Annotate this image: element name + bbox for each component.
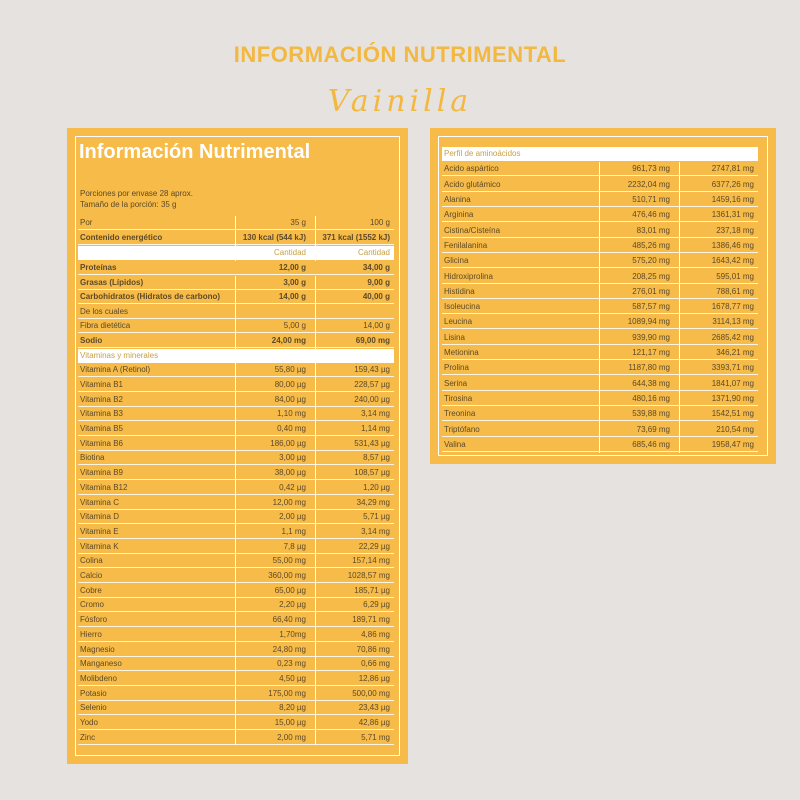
row-label: Hidroxiprolina [444, 271, 493, 281]
vitamin-row [78, 569, 394, 583]
row-label: Metionina [444, 348, 479, 357]
value-per-100g: 1386,46 mg [711, 240, 754, 250]
amino-header-row-label: Perfil de aminoácidos [444, 149, 521, 158]
amino-acid-row [442, 193, 758, 207]
row-label: Yodo [80, 718, 98, 727]
row-label: Proteínas [80, 263, 117, 272]
vitamin-row [78, 363, 394, 377]
value-per-serving: 4,50 µg [279, 673, 306, 683]
value-per-serving: 1,1 mg [281, 526, 306, 536]
row-label: Valina [444, 439, 466, 449]
row-label: Colina [80, 556, 103, 566]
vitamin-row [78, 687, 394, 701]
vitamin-row [78, 672, 394, 686]
row-label: Biotina [80, 453, 105, 463]
value-per-100g: 4,86 mg [361, 629, 390, 639]
value-per-serving: 485,26 mg [632, 240, 670, 250]
amino-acid-row [442, 331, 758, 345]
value-per-100g: 3,14 mg [361, 526, 390, 536]
value-per-100g: 23,43 µg [358, 703, 390, 713]
row-label: Arginina [444, 210, 474, 220]
value-per-100g: 1643,42 mg [711, 256, 754, 266]
vitamins-header-row [78, 349, 394, 363]
value-per-serving: 12,00 g [278, 263, 306, 272]
amino-header-row [442, 147, 758, 161]
value-per-serving: 130 kcal (544 kJ) [242, 233, 306, 242]
nutrition-table [78, 216, 394, 756]
nutrient-row [78, 305, 394, 319]
value-per-100g: 9,00 g [367, 277, 390, 287]
row-label: Magnesio [80, 644, 115, 654]
vitamin-row [78, 540, 394, 554]
value-per-serving: Cantidad [273, 248, 306, 257]
value-per-serving: 5,00 g [283, 321, 306, 331]
value-per-100g: 157,14 mg [352, 556, 390, 566]
row-label: Vitamina B6 [80, 438, 123, 448]
nutrient-row [78, 276, 394, 290]
vitamin-row [78, 701, 394, 715]
column-divider [679, 162, 680, 453]
value-per-100g: 1841,07 mg [711, 378, 754, 388]
column-divider [235, 276, 236, 745]
value-per-100g: 3,14 mg [361, 409, 390, 419]
row-label: Alanina [444, 195, 471, 204]
value-per-100g: 500,00 mg [352, 688, 390, 698]
row-label: Vitamina B5 [80, 424, 123, 433]
value-per-serving: 276,01 mg [632, 286, 670, 296]
row-label: Cromo [80, 600, 105, 610]
row-label: Vitamina B2 [80, 394, 123, 404]
row-label: Calcio [80, 571, 103, 580]
value-per-100g: 5,71 µg [363, 512, 390, 522]
row-label: Manganeso [80, 659, 122, 669]
row-label: Leucina [444, 317, 473, 327]
value-per-serving: 66,40 mg [272, 615, 306, 625]
value-per-serving: 55,80 µg [274, 365, 306, 375]
amino-acid-row [442, 407, 758, 421]
vitamin-row [78, 481, 394, 495]
value-per-100g: 346,21 mg [716, 348, 754, 357]
value-per-100g: 100 g [369, 218, 390, 227]
row-label: Potasio [80, 688, 107, 698]
value-per-serving: 80,00 µg [274, 379, 306, 389]
value-per-serving: 83,01 mg [636, 225, 670, 235]
value-per-serving: 360,00 mg [268, 571, 306, 580]
row-label: Triptófano [444, 424, 480, 434]
value-per-100g: 3114,13 mg [712, 317, 754, 327]
value-per-serving: 12,00 mg [272, 497, 306, 507]
row-label: Vitamina K [80, 541, 119, 551]
value-per-100g: 8,57 µg [363, 453, 390, 463]
amino-acid-row [442, 346, 758, 360]
flavor-title: Vainilla [327, 84, 473, 119]
row-label: Vitamina B9 [80, 468, 123, 478]
row-label: Histidina [444, 286, 475, 296]
row-label: Contenido energético [80, 233, 163, 242]
amino-acid-row [442, 239, 758, 253]
amino-acid-row [442, 285, 758, 299]
value-per-100g: 788,61 mg [716, 286, 754, 296]
value-per-100g: 34,29 mg [356, 497, 390, 507]
value-per-serving: 0,23 mg [277, 659, 306, 669]
value-per-100g: 5,71 mg [361, 732, 390, 742]
amino-acid-row [442, 377, 758, 391]
nutrient-row [78, 319, 394, 333]
value-per-100g: 371 kcal (1552 kJ) [322, 233, 390, 242]
value-per-serving: 14,00 g [278, 292, 306, 302]
amino-acid-row [442, 208, 758, 222]
value-per-100g: 595,01 mg [716, 271, 754, 281]
value-per-serving: 55,00 mg [272, 556, 306, 566]
nutrient-row [78, 290, 394, 304]
vitamin-row [78, 378, 394, 392]
row-label: De los cuales [80, 306, 129, 316]
value-per-serving: 2232,04 mg [627, 179, 670, 189]
value-per-serving: 24,00 mg [271, 336, 306, 345]
value-per-serving: 644,38 mg [632, 378, 670, 388]
column-divider [599, 162, 600, 453]
page-title: INFORMACIÓN NUTRIMENTAL [233, 42, 567, 67]
value-per-serving: 1,70mg [279, 629, 306, 639]
value-per-serving: 1187,80 mg [628, 363, 670, 373]
value-per-serving: 7,8 µg [283, 541, 306, 551]
value-per-100g: 237,18 mg [716, 225, 754, 235]
value-per-serving: 186,00 µg [270, 438, 306, 448]
amino-acid-row [442, 361, 758, 375]
value-per-100g: 42,86 µg [358, 718, 390, 727]
servings-per-container: Porciones por envase 28 aprox. [80, 189, 193, 198]
vitamin-row [78, 613, 394, 627]
value-per-serving: 685,46 mg [632, 439, 670, 449]
value-per-serving: 480,16 mg [632, 393, 670, 403]
column-divider [235, 216, 236, 261]
row-label: Vitamina B1 [80, 379, 123, 389]
value-per-serving: 8,20 µg [279, 703, 306, 713]
vitamin-row [78, 643, 394, 657]
row-label: Cobre [80, 585, 102, 595]
nutrient-row [78, 261, 394, 275]
value-per-100g: 1361,31 mg [711, 210, 754, 220]
value-per-serving: 15,00 µg [274, 718, 306, 727]
per-row [78, 216, 394, 230]
vitamin-row [78, 510, 394, 524]
vitamin-row [78, 554, 394, 568]
value-per-100g: 531,43 µg [354, 438, 390, 448]
value-per-100g: 1459,16 mg [711, 195, 754, 204]
row-label: Fibra dietética [80, 321, 131, 331]
amino-acid-row [442, 254, 758, 268]
vitamin-row [78, 393, 394, 407]
value-per-100g: 6377,26 mg [711, 179, 754, 189]
value-per-serving: 35 g [290, 218, 306, 227]
value-per-serving: 3,00 g [283, 277, 306, 287]
row-label: Selenio [80, 703, 107, 713]
value-per-serving: 175,00 mg [268, 688, 306, 698]
amino-acid-row [442, 270, 758, 284]
value-per-100g: 189,71 mg [352, 615, 390, 625]
vitamin-row [78, 422, 394, 436]
value-per-100g: 3393,71 mg [711, 363, 754, 373]
value-per-serving: 73,69 mg [636, 424, 670, 434]
value-per-serving: 121,17 mg [632, 348, 670, 357]
value-per-serving: 65,00 µg [274, 585, 306, 595]
value-per-100g: Cantidad [357, 248, 390, 257]
value-per-serving: 510,71 mg [632, 195, 670, 204]
value-per-100g: 1542,51 mg [711, 409, 754, 419]
servings-info [80, 188, 193, 210]
serving-size: Tamaño de la porción: 35 g [80, 200, 177, 209]
value-per-100g: 6,29 µg [363, 600, 390, 610]
value-per-100g: 1028,57 mg [347, 571, 390, 580]
amino-acid-row [442, 300, 758, 314]
value-per-100g: 159,43 µg [354, 365, 390, 375]
row-label: Vitamina C [80, 497, 119, 507]
row-label: Sodio [80, 336, 103, 345]
value-per-100g: 210,54 mg [716, 424, 754, 434]
row-label: Prolina [444, 363, 469, 373]
amino-acid-row [442, 224, 758, 238]
value-per-100g: 1,14 mg [361, 424, 390, 433]
value-per-serving: 1,10 mg [277, 409, 306, 419]
row-label: Molibdeno [80, 673, 117, 683]
quantity-header-row [78, 246, 394, 260]
value-per-100g: 2685,42 mg [711, 332, 754, 342]
row-label: Por [80, 218, 93, 227]
value-per-100g: 40,00 g [362, 292, 390, 302]
column-divider [315, 276, 316, 745]
value-per-serving: 961,73 mg [632, 164, 670, 174]
value-per-serving: 38,00 µg [274, 468, 306, 478]
value-per-100g: 14,00 g [363, 321, 390, 331]
vitamin-row [78, 716, 394, 730]
value-per-100g: 108,57 µg [354, 468, 390, 478]
row-label: Serina [444, 378, 468, 388]
nutrient-row [78, 334, 394, 348]
value-per-serving: 24,80 mg [272, 644, 306, 654]
value-per-serving: 539,88 mg [632, 409, 670, 419]
amino-acid-row [442, 423, 758, 437]
amino-acid-row [442, 178, 758, 192]
row-label: Zinc [80, 732, 96, 742]
value-per-100g: 12,86 µg [358, 673, 390, 683]
amino-acid-row [442, 315, 758, 329]
row-label: Treonina [444, 409, 476, 419]
value-per-100g: 34,00 g [362, 263, 390, 272]
vitamin-row [78, 584, 394, 598]
value-per-serving: 0,40 mg [277, 424, 306, 433]
label-title: Información Nutrimental [79, 141, 311, 163]
energy-row [78, 231, 394, 245]
value-per-serving: 208,25 mg [632, 271, 670, 281]
value-per-100g: 240,00 µg [354, 394, 390, 404]
row-label: Acido glutámico [444, 179, 501, 189]
value-per-serving: 3,00 µg [279, 453, 306, 463]
value-per-serving: 1089,94 mg [627, 317, 670, 327]
value-per-100g: 1678,77 mg [711, 302, 754, 312]
row-label: Glicina [444, 256, 469, 266]
value-per-serving: 84,00 µg [274, 394, 306, 404]
value-per-serving: 476,46 mg [632, 210, 670, 220]
value-per-100g: 69,00 mg [355, 336, 390, 345]
row-label: Vitamina E [80, 526, 119, 536]
row-label: Tirosina [444, 393, 473, 403]
value-per-serving: 0,42 µg [279, 482, 306, 492]
vitamin-row [78, 451, 394, 465]
row-label: Vitamina D [80, 512, 119, 522]
value-per-100g: 185,71 µg [354, 585, 390, 595]
value-per-100g: 22,29 µg [358, 541, 390, 551]
vitamin-row [78, 657, 394, 671]
row-label: Vitamina A (Retinol) [80, 365, 151, 375]
vitamin-row [78, 628, 394, 642]
row-label: Cistina/Cisteína [444, 225, 501, 235]
value-per-100g: 0,66 mg [361, 659, 390, 669]
row-label: Isoleucina [444, 302, 481, 312]
row-label: Fósforo [80, 615, 108, 625]
row-label: Lisina [444, 332, 465, 342]
value-per-serving: 2,00 µg [279, 512, 306, 522]
value-per-serving: 939,90 mg [632, 332, 670, 342]
vitamin-row [78, 496, 394, 510]
vitamin-row [78, 407, 394, 421]
value-per-serving: 575,20 mg [632, 256, 670, 266]
amino-acid-row [442, 392, 758, 406]
column-divider [315, 216, 316, 261]
row-label: Hierro [80, 629, 102, 639]
value-per-100g: 1371,90 mg [711, 393, 754, 403]
vitamin-row [78, 598, 394, 612]
row-label: Grasas (Lípidos) [80, 277, 144, 287]
value-per-100g: 1958,47 mg [711, 439, 754, 449]
value-per-100g: 70,86 mg [356, 644, 390, 654]
row-label: Carbohidratos (Hidratos de carbono) [80, 292, 221, 302]
value-per-serving: 2,00 mg [277, 732, 306, 742]
amino-acid-row [442, 162, 758, 176]
amino-acid-row [442, 438, 758, 452]
row-label: Vitamina B3 [80, 409, 123, 419]
vitamin-row [78, 525, 394, 539]
value-per-100g: 1,20 µg [363, 482, 390, 492]
vitamin-row [78, 437, 394, 451]
value-per-100g: 2747,81 mg [711, 164, 754, 174]
value-per-serving: 587,57 mg [632, 302, 670, 312]
vitamin-row [78, 731, 394, 745]
row-label: Vitamina B12 [80, 482, 128, 492]
value-per-serving: 2,20 µg [279, 600, 306, 610]
value-per-100g: 228,57 µg [354, 379, 390, 389]
vitamins-header-row-label: Vitaminas y minerales [80, 350, 159, 360]
vitamin-row [78, 466, 394, 480]
row-label: Acido aspártico [444, 164, 499, 174]
amino-acid-table [442, 147, 758, 447]
row-label: Fenilalanina [444, 240, 488, 250]
